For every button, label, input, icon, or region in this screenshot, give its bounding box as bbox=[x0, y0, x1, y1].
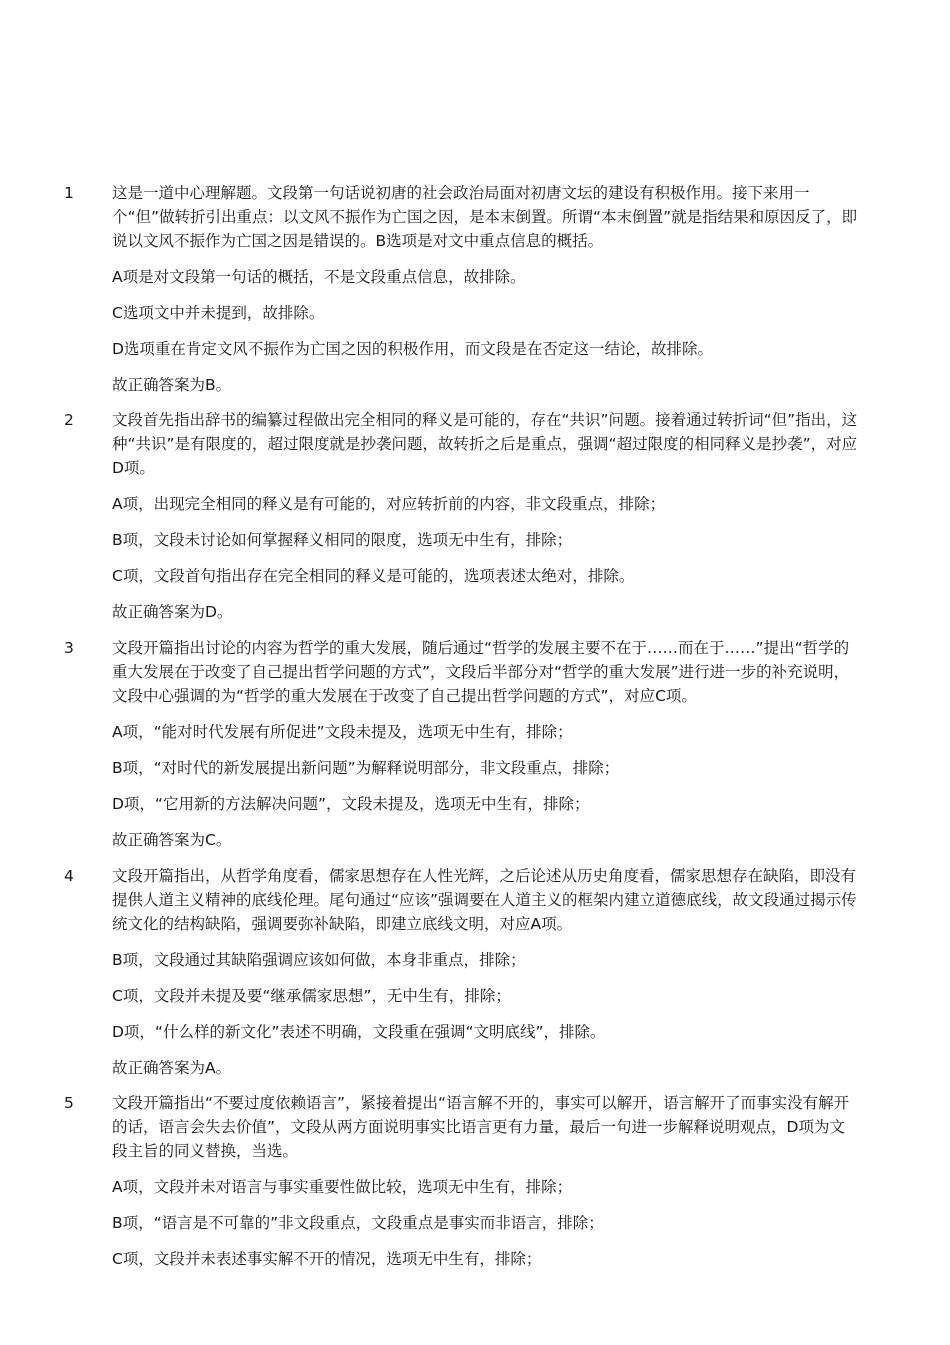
correct-answer: 故正确答案为A。 bbox=[112, 1059, 232, 1077]
item-number: 2 bbox=[64, 411, 74, 429]
explanation-main: 文段首先指出辞书的编纂过程做出完全相同的释义是可能的，存在“共识”问题。接着通过转折词“但”指出，这种“共识”是有限度的，超过限度就是抄袭问题，故转折之后是重点，强调“超过限度的相同释义是抄袭”，对应D项。 bbox=[112, 411, 858, 477]
correct-answer: 故正确答案为B。 bbox=[112, 376, 232, 394]
item-number: 4 bbox=[64, 867, 74, 885]
explanation-option: D选项重在肯定文风不振作为亡国之因的积极作用，而文段是在否定这一结论，故排除。 bbox=[112, 340, 713, 358]
explanation-option: B项，“语言是不可靠的”非文段重点，文段重点是事实而非语言，排除； bbox=[112, 1214, 604, 1232]
explanation-main: 文段开篇指出讨论的内容为哲学的重大发展，随后通过“哲学的发展主要不在于……而在于……”提出“哲学的重大发展在于改变了自己提出哲学问题的方式”，文段后半部分对“哲学的重大发展”进行进一步的补充说明，文段中心强调的为“哲学的重大发展在于改变了自己提出哲学问题的方式”，对应C项。 bbox=[112, 639, 850, 705]
explanation-main: 这是一道中心理解题。文段第一句话说初唐的社会政治局面对初唐文坛的建设有积极作用。接下来用一个“但”做转折引出重点：以文风不振作为亡国之因，是本末倒置。所谓“本末倒置”就是指结果和原因反了，即说以文风不振作为亡国之因是错误的。B选项是对文中重点信息的概括。 bbox=[112, 184, 858, 250]
explanation-option: B项，文段通过其缺陷强调应该如何做，本身非重点，排除； bbox=[112, 951, 526, 969]
explanation-option: B项，文段未讨论如何掌握释义相同的限度，选项无中生有，排除； bbox=[112, 531, 573, 549]
item-number: 1 bbox=[64, 184, 74, 202]
explanation-option: A项，“能对时代发展有所促进”文段未提及，选项无中生有，排除； bbox=[112, 723, 573, 741]
explanation-option: C项，文段并未表述事实解不开的情况，选项无中生有，排除； bbox=[112, 1250, 542, 1268]
explanation-option: D项，“它用新的方法解决问题”，文段未提及，选项无中生有，排除； bbox=[112, 795, 590, 813]
correct-answer: 故正确答案为C。 bbox=[112, 831, 232, 849]
explanation-option: C项，文段首句指出存在完全相同的释义是可能的，选项表述太绝对，排除。 bbox=[112, 567, 635, 585]
explanation-option: A项，出现完全相同的释义是有可能的，对应转折前的内容，非文段重点，排除； bbox=[112, 495, 666, 513]
item-number: 3 bbox=[64, 639, 74, 657]
explanation-option: C选项文中并未提到，故排除。 bbox=[112, 304, 325, 322]
explanation-option: A项是对文段第一句话的概括，不是文段重点信息，故排除。 bbox=[112, 268, 526, 286]
explanation-option: A项，文段并未对语言与事实重要性做比较，选项无中生有，排除； bbox=[112, 1178, 573, 1196]
explanation-main: 文段开篇指出“不要过度依赖语言”，紧接着提出“语言解不开的，事实可以解开，语言解开了而事实没有解开的话，语言会失去价值”，文段从两方面说明事实比语言更有力量，最后一句进一步解释说明观点，D项为文段主旨的同义替换，当选。 bbox=[112, 1094, 850, 1160]
correct-answer: 故正确答案为D。 bbox=[112, 603, 233, 621]
explanation-main: 文段开篇指出，从哲学角度看，儒家思想存在人性光辉，之后论述从历史角度看，儒家思想存在缺陷，即没有提供人道主义精神的底线伦理。尾句通过“应该”强调要在人道主义的框架内建立道德底线，故文段通过揭示传统文化的结构缺陷，强调要弥补缺陷，即建立底线文明，对应A项。 bbox=[112, 867, 857, 933]
explanation-option: B项，“对时代的新发展提出新问题”为解释说明部分，非文段重点，排除； bbox=[112, 759, 620, 777]
explanation-option: D项，“什么样的新文化”表述不明确，文段重在强调“文明底线”，排除。 bbox=[112, 1023, 606, 1041]
explanation-option: C项，文段并未提及要“继承儒家思想”，无中生有，排除； bbox=[112, 987, 511, 1005]
item-number: 5 bbox=[64, 1094, 74, 1112]
